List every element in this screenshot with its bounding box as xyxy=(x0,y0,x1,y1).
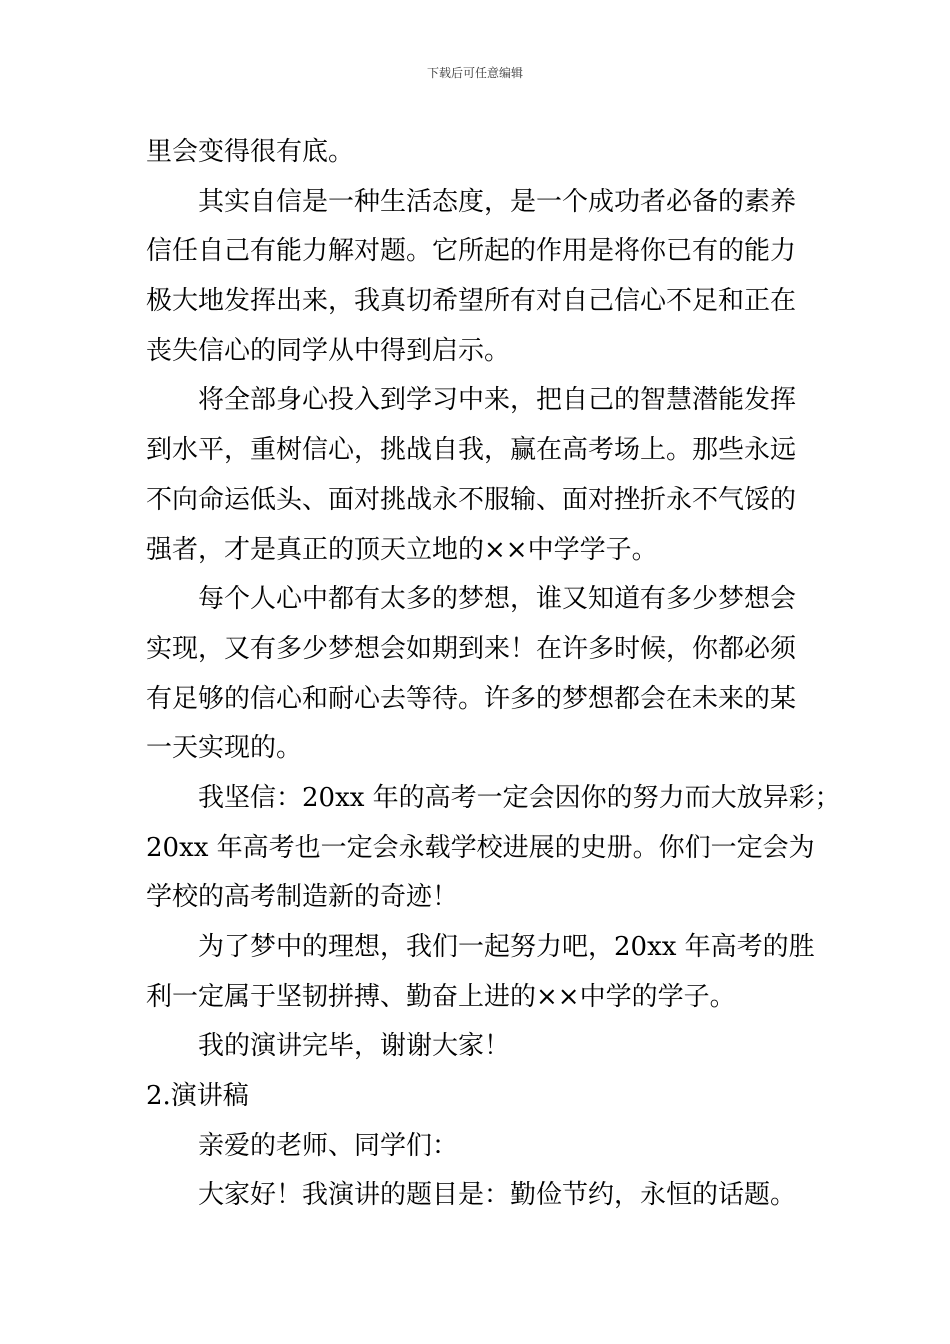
text-line: 有足够的信心和耐心去等待。许多的梦想都会在未来的某 xyxy=(146,683,797,714)
text-line: 为了梦中的理想，我们一起努力吧，20xx 年高考的胜 xyxy=(198,932,815,962)
section-heading: 2.演讲稿 xyxy=(146,1081,249,1112)
page-header-note: 下载后可任意编辑 xyxy=(426,66,523,80)
text-line: 信任自己有能力解对题。它所起的作用是将你已有的能力 xyxy=(146,236,797,267)
text-line: 丧失信心的同学从中得到启示。 xyxy=(146,335,511,366)
text-line: 强者，才是真正的顶天立地的××中学学子。 xyxy=(146,534,658,565)
text-line: 不向命运低头、面对挑战永不服输、面对挫折永不气馁的 xyxy=(146,484,797,515)
text-line: 我的演讲完毕，谢谢大家！ xyxy=(198,1031,511,1062)
text-line: 每个人心中都有太多的梦想，谁又知道有多少梦想会 xyxy=(198,584,797,615)
text-line: 亲爱的老师、同学们： xyxy=(198,1130,459,1161)
text-line: 将全部身心投入到学习中来，把自己的智慧潜能发挥 xyxy=(198,385,797,416)
text-line: 利一定属于坚韧拼搏、勤奋上进的××中学的学子。 xyxy=(146,981,736,1012)
text-line: 里会变得很有底。 xyxy=(146,137,355,167)
text-line: 20xx 年高考也一定会永载学校进展的史册。你们一定会为 xyxy=(146,832,815,863)
text-line: 学校的高考制造新的奇迹！ xyxy=(146,882,459,913)
text-line: 极大地发挥出来，我真切希望所有对自己信心不足和正在 xyxy=(146,286,797,317)
text-line: 到水平，重树信心，挑战自我，赢在高考场上。那些永远 xyxy=(146,435,797,466)
text-line: 大家好！我演讲的题目是：勤俭节约，永恒的话题。 xyxy=(198,1180,797,1211)
text-line: 一天实现的。 xyxy=(146,733,303,764)
document-body xyxy=(146,128,841,1221)
text-line: 实现，又有多少梦想会如期到来！在许多时候，你都必须 xyxy=(146,633,797,664)
text-line: 我坚信：20xx 年的高考一定会因你的努力而大放异彩； xyxy=(198,782,841,813)
text-line: 其实自信是一种生活态度，是一个成功者必备的素养 xyxy=(198,186,797,217)
